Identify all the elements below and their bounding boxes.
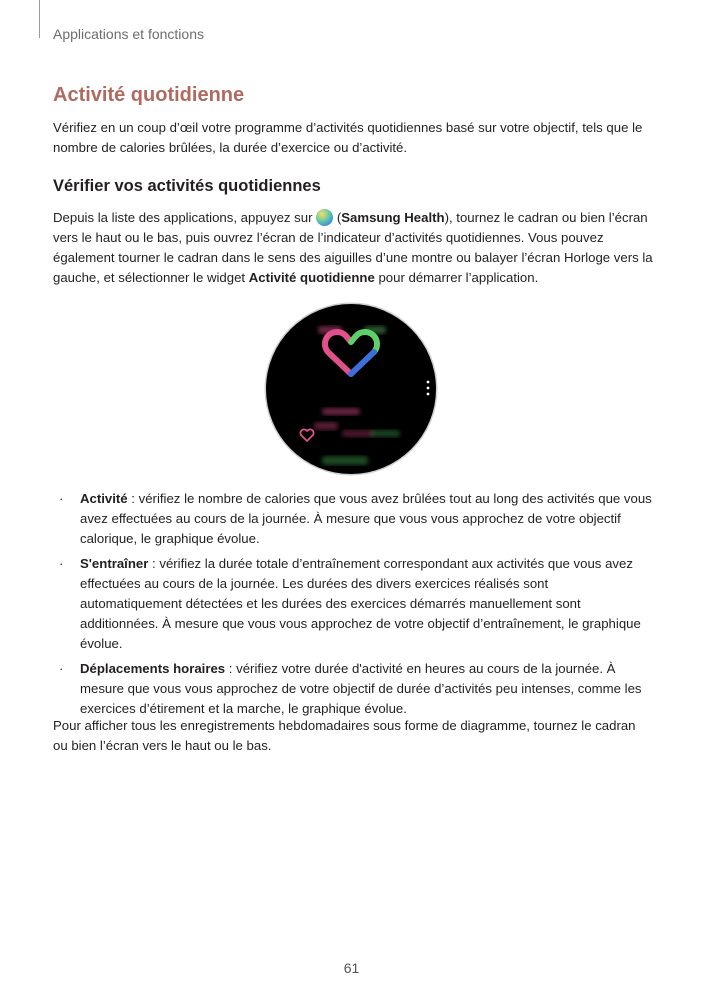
intro-paragraph: Vérifiez en un coup d’œil votre programme d’activités quotidiennes basé sur votre objectif, tels que le nombre de calories brûlées, la durée d’exercice ou d’activité.: [53, 120, 643, 155]
instructions-text-2: ), tournez le cadran ou bien l’écran vers le haut ou le bas, puis ouvrez l’écran de l’indicateur d’activités quotidiennes. Vous pouvez également tourner le cadran dans le sens des aiguilles d’une montre ou balayer l’écran Horloge vers la gauche, et sélectionner le widget: [53, 210, 653, 285]
small-heart-icon: [300, 429, 313, 441]
more-options-icon: [427, 381, 430, 384]
daily-activity-widget: [266, 304, 436, 474]
widget-name: Activité quotidienne: [248, 270, 375, 285]
blurred-label: [370, 430, 400, 437]
page-number: 61: [343, 960, 360, 976]
instructions-text-1: Depuis la liste des applications, appuyez sur: [53, 210, 317, 225]
workout-heart-segment: [351, 332, 377, 352]
blurred-label: [322, 456, 368, 465]
closing-paragraph: Pour afficher tous les enregistrements hebdomadaires sous forme de diagramme, tournez le cadran ou bien l’écran vers le haut ou le bas.: [53, 718, 636, 753]
list-item: · Déplacements horaires : vérifiez votre durée d'activité en heures au cours de la journée. À mesure que vous vous approchez de votre objectif de durée d’activités peu intenses, comme les exercices d’étirement et la marche, le graphique évolue.: [59, 661, 642, 716]
app-name: Samsung Health: [341, 210, 445, 225]
blurred-label: [322, 408, 360, 415]
list-item: · Activité : vérifiez le nombre de calories que vous avez brûlées tout au long des activités que vous avez effectuées au cours de la journée. À mesure que vous vous approchez de votre objectif calorique, le graphique évolue.: [59, 491, 652, 546]
blurred-label: [342, 430, 374, 437]
metric-list: [53, 489, 653, 724]
bullet-term: S'entraîner: [80, 556, 149, 571]
header-rule: [39, 0, 40, 38]
samsung-health-icon: [316, 209, 333, 226]
subheading: Vérifier vos activités quotidiennes: [53, 177, 321, 195]
page-title: Activité quotidienne: [53, 84, 245, 106]
section-header: Applications et fonctions: [53, 26, 204, 42]
bullet-text: : vérifiez votre durée d'activité en heures au cours de la journée. À mesure que vous vous approchez de votre objectif de durée d’activités peu intenses, comme les exercices d’étirement et la marche, le graphique évolue.: [80, 661, 642, 716]
instructions-paren: (: [333, 210, 342, 225]
bullet-term: Déplacements horaires: [80, 661, 226, 676]
bullet-text: : vérifiez le nombre de calories que vous avez brûlées tout au long des activités que vous avez effectuées au cours de la journée. À mesure que vous vous approchez de votre objectif calorique, le graphique évolue.: [80, 491, 652, 546]
watch-screen-illustration: [266, 304, 436, 474]
instructions-text-3: pour démarrer l’application.: [374, 270, 539, 285]
hourly-heart-segment: [351, 352, 374, 374]
list-item: · S'entraîner : vérifiez la durée totale d’entraînement correspondant aux activités que vous avez effectuées au cours de la journée. Les durées des divers exercices réalisés sont automatiquement détectées et les durées des exercices démarrés manuellement sont additionnées. À mesure que vous vous approchez de votre objectif d’entraînement, le graphique évolue.: [59, 556, 641, 651]
instructions-paragraph: [53, 208, 653, 288]
activity-heart-segment: [325, 332, 351, 374]
bullet-text: : vérifiez la durée totale d’entraînement correspondant aux activités que vous avez effectuées au cours de la journée. Les durées des divers exercices réalisés sont automatiquement détectées et les durées des exercices démarrés manuellement sont additionnées. À mesure que vous vous approchez de votre objectif d’entraînement, le graphique évolue.: [80, 556, 641, 651]
bullet-term: Activité: [80, 491, 128, 506]
blurred-label: [314, 422, 338, 430]
